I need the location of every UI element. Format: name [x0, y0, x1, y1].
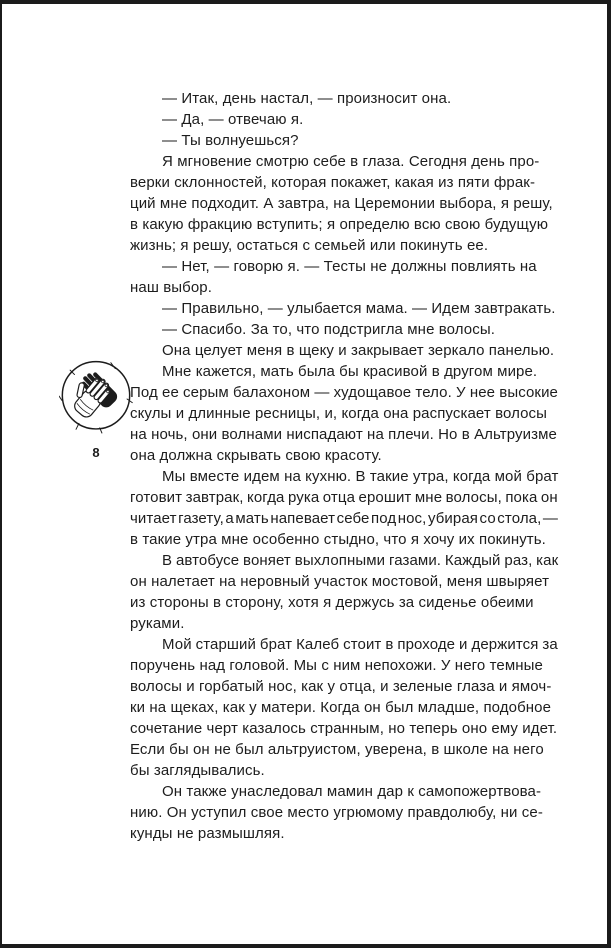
text-line: волосы и горбатый нос, как у отца, и зеленые глаза и ямоч-	[130, 678, 552, 695]
text-line: в такие утра мне особенно стыдно, что я хочу их покинуть.	[130, 531, 546, 548]
text-line: Мне кажется, мать была бы красивой в другом мире.	[162, 363, 538, 380]
text-line: он налетает на неровный участок мостовой, меня швыряет	[130, 573, 550, 590]
text-line: скулы и длинные ресницы, и, когда она распускает волосы	[130, 405, 548, 422]
text-line: верки склонностей, которая покажет, какая из пяти фрак-	[130, 174, 536, 191]
page-number: 8	[92, 445, 100, 460]
text-line: жизнь; я решу, остаться с семьей или покинуть ее.	[130, 237, 489, 254]
text-block	[130, 88, 558, 844]
text-line: — Да, — отвечаю я.	[162, 111, 304, 128]
text-line: — Итак, день настал, — произносит она.	[162, 90, 452, 107]
text-line: В автобусе воняет выхлопными газами. Каждый раз, как	[162, 552, 559, 569]
text-line: Если бы он не был альтруистом, уверена, в школе на него	[130, 741, 544, 758]
text-line: — Ты волнуешься?	[162, 132, 299, 149]
text-line: ций мне подходит. А завтра, на Церемонии выбора, я решу,	[130, 195, 553, 212]
abnegation-clasped-hands-icon	[59, 358, 133, 434]
text-line: — Нет, — говорю я. — Тесты не должны повлиять на	[162, 258, 537, 275]
text-line: Я мгновение смотрю себе в глаза. Сегодня день про-	[162, 153, 540, 170]
text-line: Под ее серым балахоном — худощавое тело. У нее высокие	[130, 384, 558, 401]
text-line: на ночь, они волнами ниспадают на плечи. Но в Альтруизме	[130, 426, 557, 443]
text-line: читает газету, а мать напевает себе под нос, убирая со стола, —	[130, 510, 559, 527]
text-line: бы заглядывались.	[130, 762, 265, 779]
text-line: Он также унаследовал мамин дар к самопожертвова-	[162, 783, 542, 800]
text-line: Она целует меня в щеку и закрывает зеркало панелью.	[162, 342, 555, 359]
text-line: наш выбор.	[130, 279, 213, 296]
text-line: она должна скрывать свою красоту.	[130, 447, 382, 464]
text-line: из стороны в сторону, хотя я держусь за сиденье обеими	[130, 594, 534, 611]
text-line: сочетание черт казалось странным, но теперь оно ему идет.	[130, 720, 558, 737]
text-line: — Правильно, — улыбается мама. — Идем завтракать.	[162, 300, 556, 317]
text-line: Мой старший брат Калеб стоит в проходе и держится за	[162, 636, 558, 653]
text-line: Мы вместе идем на кухню. В такие утра, когда мой брат	[162, 468, 559, 485]
text-line: в какую фракцию вступить; я определю всю свою будущую	[130, 216, 549, 233]
text-line: кунды не размышляя.	[130, 825, 285, 842]
text-line: руками.	[130, 615, 185, 632]
text-line: поручень над головой. Мы с ним непохожи. У него темные	[130, 657, 543, 674]
text-line: ки на щеках, как у матери. Когда он был младше, подобное	[130, 699, 552, 716]
text-line: готовит завтрак, когда рука отца ерошит мне волосы, пока он	[130, 489, 558, 506]
text-line: нию. Он уступил свое место угрюмому правдолюбу, ни се-	[130, 804, 543, 821]
margin-figure	[58, 358, 134, 460]
text-line: — Спасибо. За то, что подстригла мне волосы.	[162, 321, 496, 338]
